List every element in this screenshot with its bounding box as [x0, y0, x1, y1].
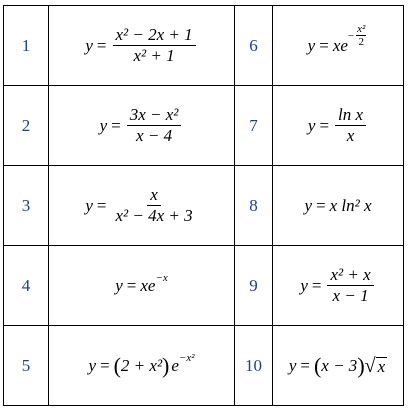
row-number: 1 — [4, 6, 49, 86]
function-cell — [49, 6, 235, 86]
formula-4: y = xe −x — [115, 271, 168, 295]
function-cell — [273, 166, 404, 246]
function-cell — [273, 6, 404, 86]
row-number: 3 — [4, 166, 49, 246]
function-cell — [49, 86, 235, 166]
table-row — [4, 6, 404, 86]
formula-3: y = $\frac{x}{\text{x² − 4x + 3}}$ — [85, 185, 193, 225]
row-number: 8 — [235, 166, 273, 246]
table-row — [4, 86, 404, 166]
row-number: 7 — [235, 86, 273, 166]
formula-5: y = ( 2 + x² ) e −x² — [88, 351, 195, 378]
formula-1: y = $\frac{\text{x² − 2x + 1}}{\text{x² + 1}}$ — [85, 25, 197, 66]
function-cell — [273, 246, 404, 326]
row-number: 10 — [235, 326, 273, 406]
row-number: 9 — [235, 246, 273, 326]
table-row — [4, 326, 404, 406]
function-cell — [49, 246, 235, 326]
function-cell — [273, 86, 404, 166]
functions-table — [3, 5, 404, 406]
formula-2: y = $\frac{\text{3x − x²}}{x - 4}$ — [100, 105, 184, 146]
table-row — [4, 246, 404, 326]
formula-9: y = $\frac{\text{x² + x}}{x - 1}$ — [300, 265, 375, 306]
formula-6: y = xe − $\frac{\text{x²}}{2}$ — [307, 23, 366, 55]
table-row — [4, 166, 404, 246]
row-number: 2 — [4, 86, 49, 166]
sqrt-symbol: √ x — [364, 354, 386, 377]
formula-10: y = ( x − 3 ) √ x — [288, 352, 386, 378]
function-cell — [49, 326, 235, 406]
formula-8: y = x ln² x — [304, 195, 372, 215]
formula-7: y = $\frac{\text{ln x}}{x}$ — [308, 105, 368, 146]
row-number: 6 — [235, 6, 273, 86]
row-number: 4 — [4, 246, 49, 326]
function-cell — [273, 326, 404, 406]
row-number: 5 — [4, 326, 49, 406]
function-cell — [49, 166, 235, 246]
